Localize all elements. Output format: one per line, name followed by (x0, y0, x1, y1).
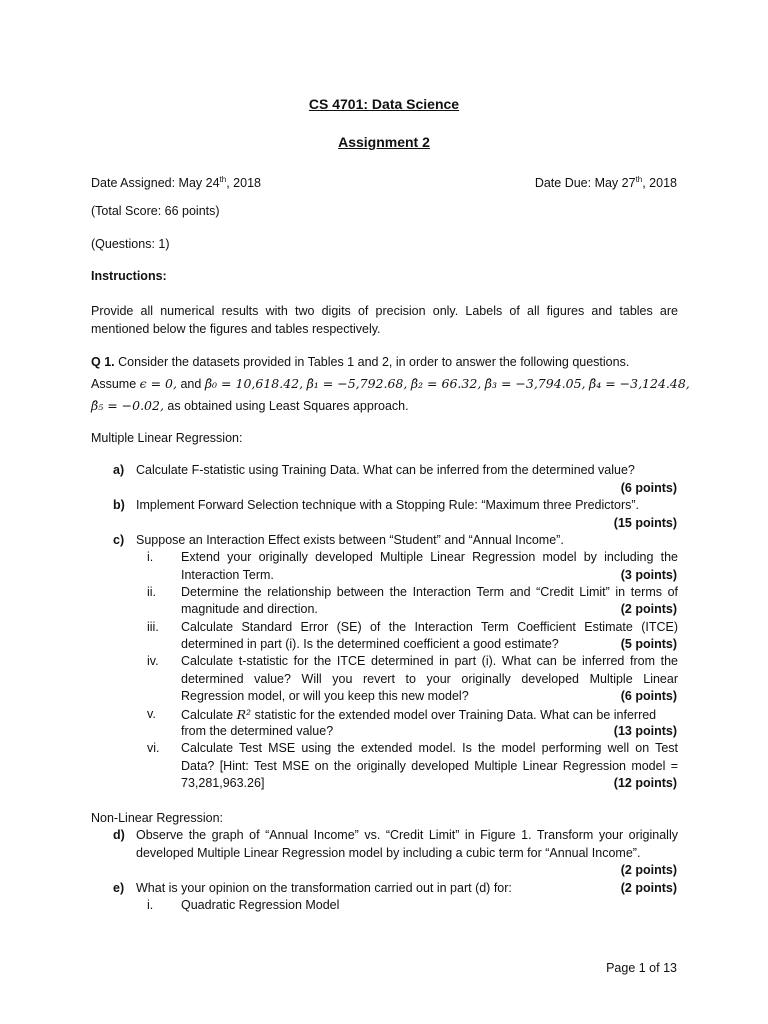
q1-line-1: Q 1. Consider the datasets provided in Tables 1 and 2, in order to answer the following questions. (91, 355, 630, 369)
item-ei-label: i. (147, 898, 154, 912)
item-a-label: a) (113, 463, 125, 477)
item-cii-text-1: Determine the relationship between the Interaction Term and “Credit Limit” in terms of (181, 585, 678, 599)
item-ciii-text-2: determined in part (i). Is the determined coefficient a good estimate? (181, 637, 559, 651)
item-cvi-label: vi. (147, 741, 160, 755)
item-c-label: c) (113, 533, 125, 547)
item-c-text: Suppose an Interaction Effect exists between “Student” and “Annual Income”. (136, 533, 564, 547)
total-score: (Total Score: 66 points) (91, 204, 220, 218)
q1-line-3: β̂₅ = −0.02, as obtained using Least Squares approach. (91, 398, 409, 413)
item-cvi-text-1: Calculate Test MSE using the extended model. Is the model performing well on Test (181, 741, 678, 755)
item-ci-points: (3 points) (620, 568, 677, 582)
course-title: CS 4701: Data Science (308, 96, 460, 112)
item-d-points: (2 points) (620, 863, 677, 877)
item-cvi-text-3: 73,281,963.26] (181, 776, 265, 790)
item-civ-text-3: Regression model, or will you keep this new model? (181, 689, 469, 703)
item-cv-label: v. (147, 707, 156, 721)
item-d-label: d) (113, 828, 125, 842)
questions-count: (Questions: 1) (91, 237, 170, 251)
item-d-text-2: developed Multiple Linear Regression model by including a cubic term for “Annual Income”. (136, 846, 641, 860)
item-cv-text-2: from the determined value? (181, 724, 334, 738)
item-ciii-points: (5 points) (620, 637, 677, 651)
item-cv-points: (13 points) (613, 724, 677, 738)
item-cv-text-1: Calculate R² statistic for the extended model over Training Data. What can be inferred (181, 707, 657, 722)
item-civ-text-1: Calculate t-statistic for the ITCE determined in part (i). What can be inferred from the (181, 654, 678, 668)
item-d-text-1: Observe the graph of “Annual Income” vs. “Credit Limit” in Figure 1. Transform your originally (136, 828, 678, 842)
item-ei-text: Quadratic Regression Model (181, 898, 340, 912)
item-a-points: (6 points) (620, 481, 677, 495)
item-b-label: b) (113, 498, 125, 512)
date-assigned: Date Assigned: May 24th, 2018 (91, 175, 261, 191)
item-cvi-points: (12 points) (613, 776, 677, 790)
instructions-text: Provide all numerical results with two digits of precision only. Labels of all figures and tables are mentioned below the figures and tables respectively. (91, 304, 678, 336)
item-civ-points: (6 points) (620, 689, 677, 703)
date-due: Date Due: May 27th, 2018 (534, 175, 677, 191)
item-b-points: (15 points) (613, 516, 677, 530)
item-ciii-text-1: Calculate Standard Error (SE) of the Interaction Term Coefficient Estimate (ITCE) (181, 620, 678, 634)
item-e-points: (2 points) (620, 881, 677, 895)
item-a-text: Calculate F-statistic using Training Data. What can be inferred from the determined value? (136, 463, 635, 477)
assignment-title: Assignment 2 (338, 134, 430, 150)
item-civ-label: iv. (147, 654, 159, 668)
item-cii-label: ii. (147, 585, 157, 599)
item-b-text: Implement Forward Selection technique with a Stopping Rule: “Maximum three Predictors”. (136, 498, 639, 512)
item-ci-label: i. (147, 550, 154, 564)
section-nlr: Non-Linear Regression: (91, 811, 224, 825)
item-cii-points: (2 points) (620, 602, 677, 616)
item-e-text: What is your opinion on the transformation carried out in part (d) for: (136, 881, 512, 895)
item-ci-text-2: Interaction Term. (181, 568, 274, 582)
instructions-heading: Instructions: (91, 269, 167, 283)
section-mlr: Multiple Linear Regression: (91, 431, 243, 445)
item-cvi-text-2: Data? [Hint: Test MSE on the originally developed Multiple Linear Regression model = (181, 759, 678, 773)
q1-line-2: Assume ϵ = 0, and β̂₀ = 10,618.42, β̂₁ = −5,792.68, β̂₂ = 66.32, β̂₃ = −3,794.05, β̂₄ = −3,124.48, (91, 376, 690, 391)
item-civ-text-2: determined value? Will you revert to your originally developed Multiple Linear (181, 672, 678, 686)
item-cii-text-2: magnitude and direction. (181, 602, 318, 616)
item-e-label: e) (113, 881, 125, 895)
item-ciii-label: iii. (147, 620, 159, 634)
item-ci-text-1: Extend your originally developed Multiple Linear Regression model by including the (181, 550, 678, 564)
page-number: Page 1 of 13 (606, 961, 677, 975)
